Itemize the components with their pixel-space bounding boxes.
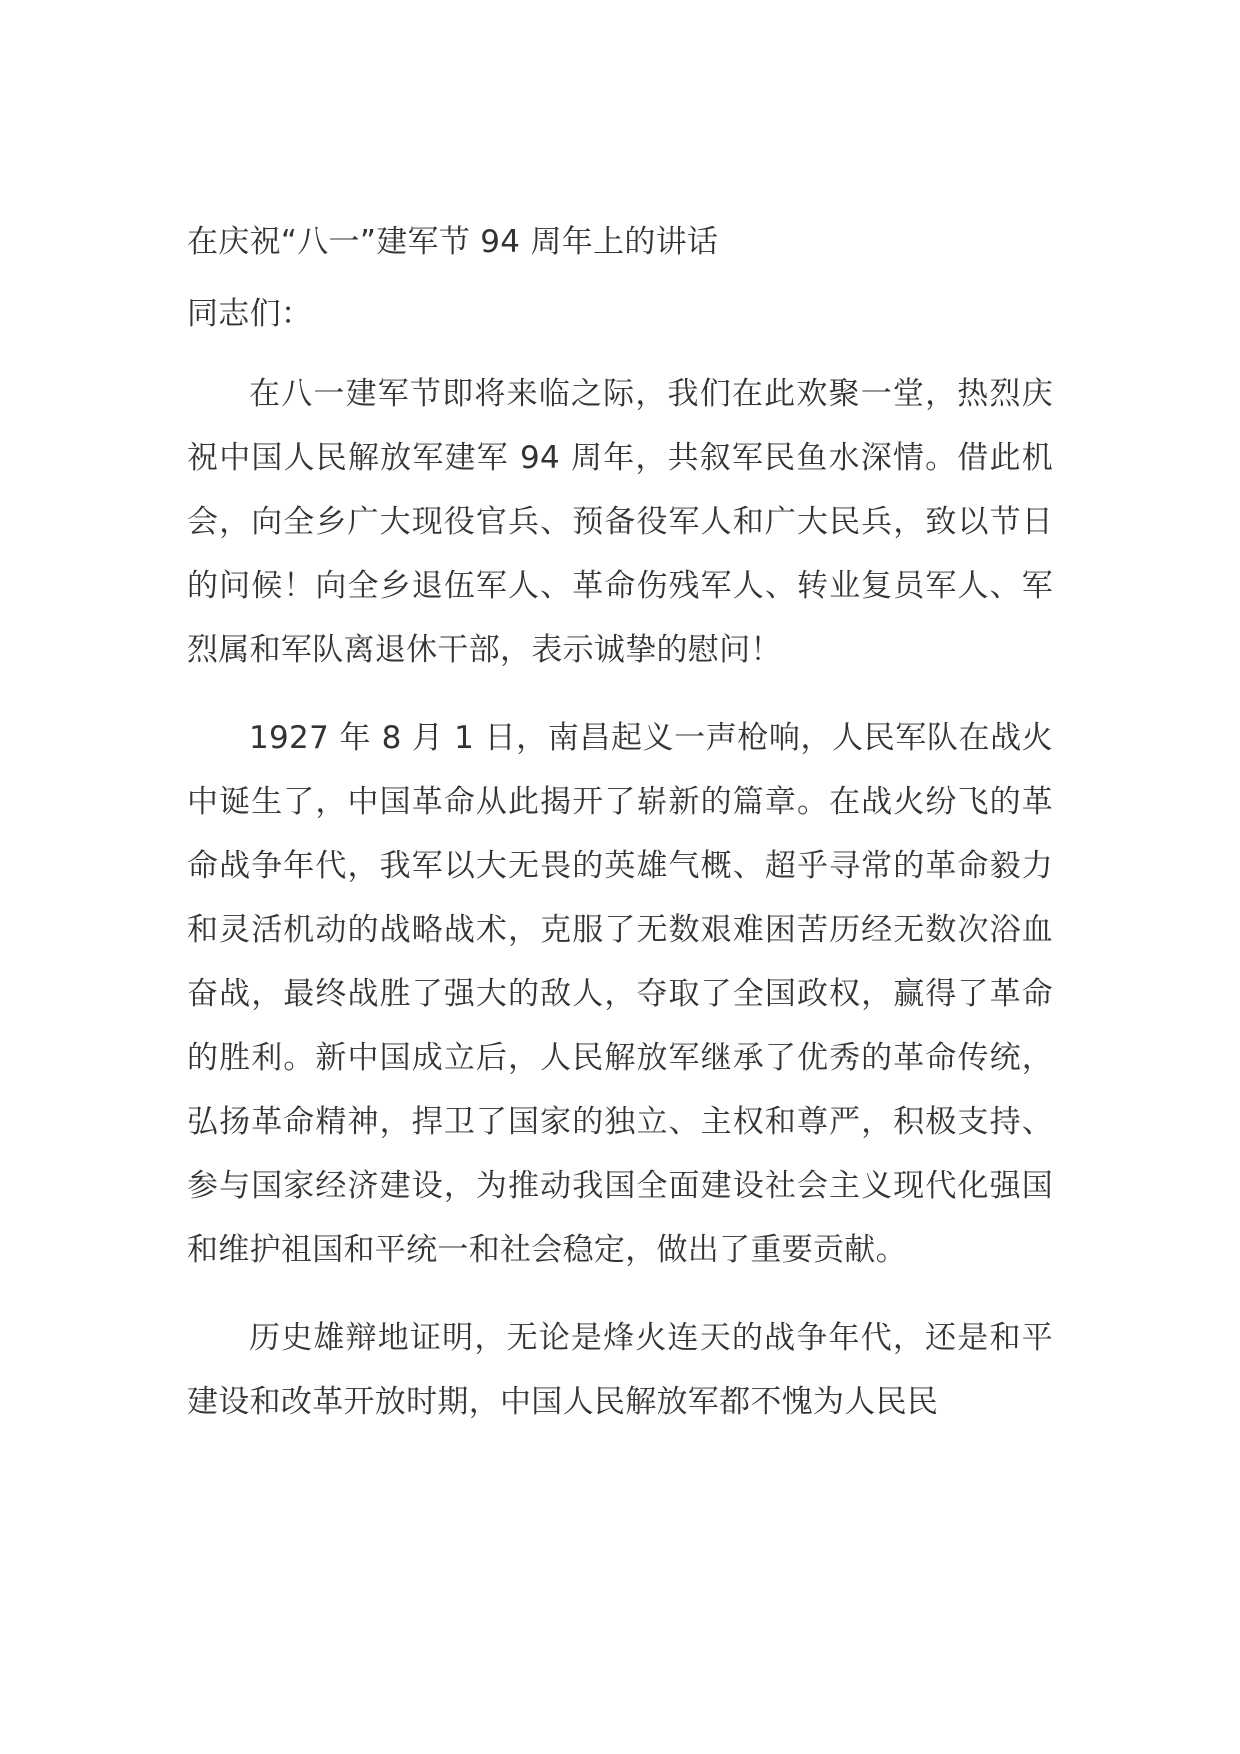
- document-title: 在庆祝“八一”建军节 94 周年上的讲话: [187, 224, 719, 260]
- paragraph-1: 在八一建军节即将来临之际，我们在此欢聚一堂，热烈庆祝中国人民解放军建军 94 周年，共叙军民鱼水深情。借此机会，向全乡广大现役官兵、预备役军人和广大民兵，致以节日的问候！向全乡退伍军人、革命伤残军人、转业复员军人、军烈属和军队离退休干部，表示诚挚的慰问！: [187, 376, 1053, 668]
- salutation: 同志们：: [187, 296, 313, 332]
- paragraph-3: 历史雄辩地证明，无论是烽火连天的战争年代，还是和平建设和改革开放时期，中国人民解放军都不愧为人民民: [187, 1320, 1053, 1420]
- paragraph-2: 1927 年 8 月 1 日，南昌起义一声枪响，人民军队在战火中诞生了，中国革命从此揭开了崭新的篇章。在战火纷飞的革命战争年代，我军以大无畏的英雄气概、超乎寻常的革命毅力和灵活机动的战略战术，克服了无数艰难困苦历经无数次浴血奋战，最终战胜了强大的敌人，夺取了全国政权，赢得了革命的胜利。新中国成立后，人民解放军继承了优秀的革命传统，弘扬革命精神，捍卫了国家的独立、主权和尊严，积极支持、参与国家经济建设，为推动我国全面建设社会主义现代化强国和维护祖国和平统一和社会稳定，做出了重要贡献。: [187, 720, 1053, 1268]
- document-page: [187, 210, 1053, 1458]
